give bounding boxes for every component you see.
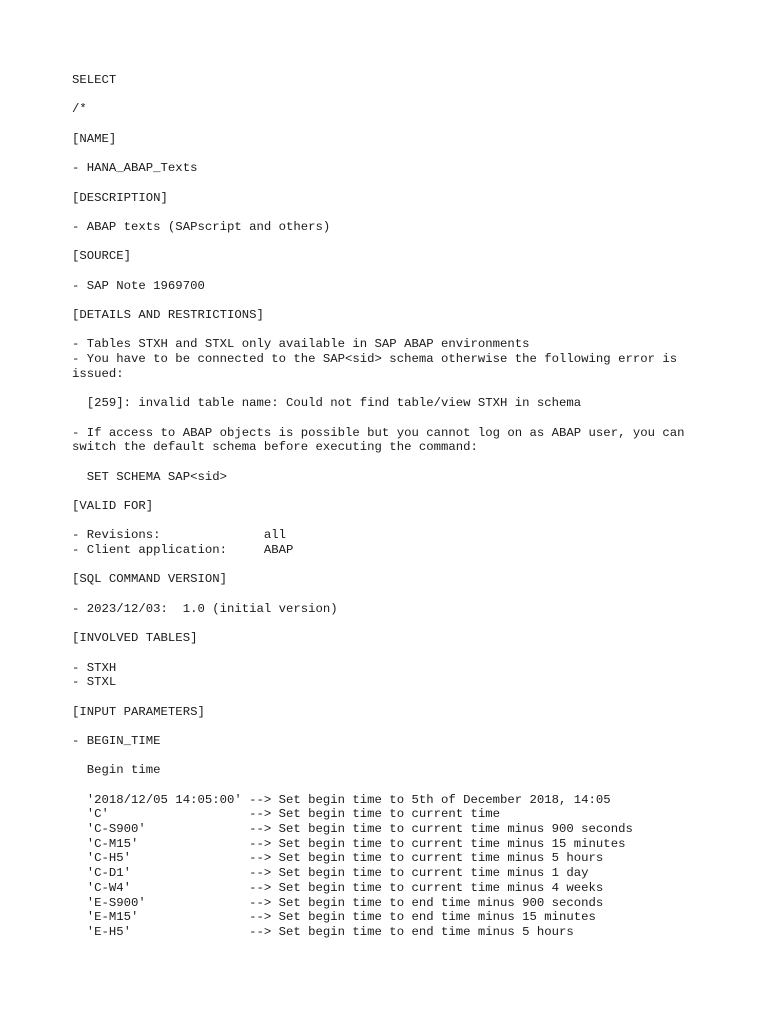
blank-line [72, 558, 732, 573]
blank-line [72, 205, 732, 220]
text-line: - SAP Note 1969700 [72, 278, 205, 293]
blank-line [72, 117, 732, 132]
text-line: 'C-M15' --> Set begin time to current time minus 15 minutes [72, 836, 626, 851]
text-line: 'C' --> Set begin time to current time [72, 807, 501, 822]
text-line: [INVOLVED TABLES] [72, 631, 198, 646]
text-line: 'C-H5' --> Set begin time to current time minus 5 hours [72, 851, 604, 866]
blank-line [72, 690, 732, 705]
text-line: [DETAILS AND RESTRICTIONS] [72, 308, 264, 322]
blank-line [72, 778, 732, 793]
text-line: - If access to ABAP objects is possible but you cannot log on as ABAP user, you can [72, 425, 685, 440]
blank-line [72, 293, 732, 308]
text-line: SELECT [72, 73, 117, 87]
text-line: '2018/12/05 14:05:00' --> Set begin time to 5th of December 2018, 14:05 [72, 792, 611, 807]
text-line: [SQL COMMAND VERSION] [72, 572, 227, 587]
blank-line [72, 146, 732, 161]
blank-line [72, 484, 732, 499]
text-line: - Client application: ABAP [72, 543, 294, 557]
text-line: issued: [72, 366, 124, 381]
text-line: - 2023/12/03: 1.0 (initial version) [72, 601, 338, 616]
blank-line [72, 616, 732, 631]
text-line: - STXL [72, 675, 117, 690]
text-line: 'E-M15' --> Set begin time to end time minus 15 minutes [72, 910, 596, 925]
blank-line [72, 455, 732, 470]
text-line: - HANA_ABAP_Texts [72, 161, 198, 176]
blank-line [72, 587, 732, 602]
text-line: - BEGIN_TIME [72, 733, 161, 748]
text-line: [INPUT PARAMETERS] [72, 704, 205, 719]
text-line: [DESCRIPTION] [72, 190, 168, 205]
blank-line [72, 88, 732, 103]
document-page [72, 73, 732, 940]
text-line: 'C-D1' --> Set begin time to current time minus 1 day [72, 866, 589, 881]
blank-line [72, 176, 732, 191]
text-line: - Tables STXH and STXL only available in SAP ABAP environments [72, 337, 530, 352]
text-line: 'E-S900' --> Set begin time to end time minus 900 seconds [72, 895, 604, 910]
text-line: 'E-H5' --> Set begin time to end time minus 5 hours [72, 924, 574, 939]
blank-line [72, 235, 732, 250]
blank-line [72, 514, 732, 529]
text-line: - STXH [72, 660, 117, 675]
text-line: [259]: invalid table name: Could not find table/view STXH in schema [72, 396, 582, 411]
blank-line [72, 411, 732, 426]
text-line: SET SCHEMA SAP<sid> [72, 469, 227, 484]
text-line: - ABAP texts (SAPscript and others) [72, 219, 331, 234]
text-line: 'C-S900' --> Set begin time to current time minus 900 seconds [72, 822, 633, 837]
blank-line [72, 719, 732, 734]
text-line: [VALID FOR] [72, 498, 154, 513]
text-line: - You have to be connected to the SAP<sid> schema otherwise the following error is [72, 352, 678, 367]
text-line: [SOURCE] [72, 249, 132, 264]
blank-line [72, 646, 732, 661]
text-line: [NAME] [72, 131, 117, 146]
blank-line [72, 323, 732, 338]
text-line: 'C-W4' --> Set begin time to current time minus 4 weeks [72, 880, 604, 895]
blank-line [72, 264, 732, 279]
text-line: /* [72, 102, 87, 117]
text-line: switch the default schema before executing the command: [72, 440, 478, 455]
text-line: Begin time [72, 763, 161, 778]
blank-line [72, 749, 732, 764]
blank-line [72, 381, 732, 396]
text-line: - Revisions: all [72, 528, 287, 543]
